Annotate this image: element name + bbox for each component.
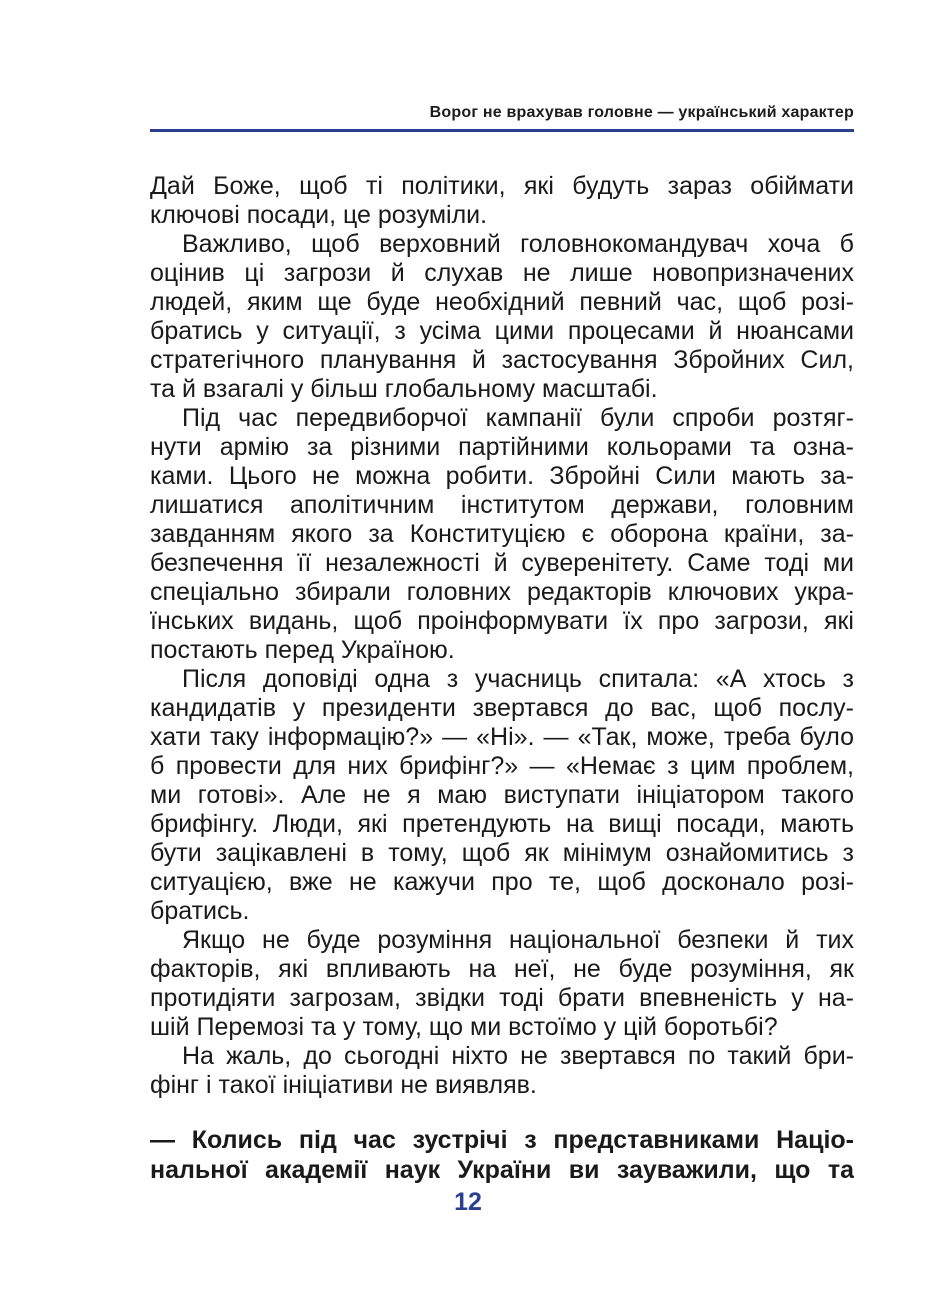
text-line: протидіяти загрозам, звідки тоді брати впевненість у на-: [150, 984, 854, 1012]
text-line: шій Перемозі та у тому, що ми встоїмо у цій боротьбі?: [150, 1013, 778, 1041]
text-line: На жаль, до сьогодні ніхто не звертався по такий бри-: [182, 1042, 854, 1070]
text-line: завданням якого за Конституцією є оборона країни, за-: [150, 520, 854, 548]
text-line: ситуацією, вже не кажучи про те, щоб досконало розі-: [150, 868, 854, 896]
text-line: бути зацікавлені в тому, щоб як мінімум ознайомитись з: [150, 839, 854, 867]
text-line: Важливо, щоб верховний головнокомандувач хоча б: [182, 230, 854, 258]
question-line: нальної академії наук України ви зауважили, що та: [150, 1156, 854, 1184]
running-header: Ворог не врахував головне — український характер: [429, 104, 854, 121]
paragraph: [150, 172, 854, 230]
text-line: Якщо не буде розуміння національної безпеки й тих: [182, 926, 854, 954]
text-line: хати таку інформацію?» — «Ні». — «Так, може, треба було: [150, 723, 854, 751]
text-line: фінг і такої ініціативи не виявляв.: [150, 1071, 537, 1099]
text-line: лишатися аполітичним інститутом держави, головним: [150, 491, 854, 519]
text-line: братись у ситуації, з усіма цими процесами й нюансами: [150, 317, 854, 345]
text-line: ками. Цього не можна робити. Збройні Сили мають за-: [150, 462, 854, 490]
text-line: б провести для них брифінг?» — «Немає з цим проблем,: [150, 752, 854, 780]
body-text: [150, 172, 854, 1100]
text-line: людей, яким ще буде необхідний певний час, щоб розі-: [150, 288, 854, 316]
text-line: стратегічного планування й застосування Збройних Сил,: [150, 346, 854, 374]
text-line: ключові посади, це розуміли.: [150, 201, 488, 229]
text-line: та й взагалі у більш глобальному масштабі.: [150, 375, 658, 403]
text-line: брифінгу. Люди, які претендують на вищі посади, мають: [150, 810, 854, 838]
text-line: їнських видань, щоб проінформувати їх про загрози, які: [150, 607, 854, 635]
text-line: Дай Боже, щоб ті політики, які будуть зараз обіймати: [150, 172, 854, 200]
paragraph: [150, 665, 854, 926]
header-rule: [150, 129, 854, 132]
paragraph: [150, 1042, 854, 1100]
text-line: нути армію за різними партійними кольорами та озна-: [150, 433, 854, 461]
text-line: кандидатів у президенти звертався до вас, щоб послу-: [150, 694, 854, 722]
text-line: спеціально збирали головних редакторів ключових укра-: [150, 578, 854, 606]
text-line: постають перед Україною.: [150, 636, 455, 664]
paragraph: [150, 926, 854, 1042]
paragraph: [150, 230, 854, 404]
question-line: — Колись під час зустрічі з представниками Націо-: [150, 1126, 854, 1154]
page-number: 12: [454, 1188, 482, 1216]
text-line: Після доповіді одна з учасниць спитала: «А хтось з: [182, 665, 854, 693]
text-line: Під час передвиборчої кампанії були спроби розтяг-: [182, 404, 854, 432]
text-line: оцінив ці загрози й слухав не лише новопризначених: [150, 259, 854, 287]
paragraph: [150, 404, 854, 665]
interview-question: [150, 1125, 854, 1185]
text-line: братись.: [150, 897, 250, 925]
text-line: безпечення її незалежності й суверенітету. Саме тоді ми: [150, 549, 854, 577]
text-line: ми готові». Але не я маю виступати ініціатором такого: [150, 781, 854, 809]
text-line: факторів, які впливають на неї, не буде розуміння, як: [150, 955, 854, 983]
